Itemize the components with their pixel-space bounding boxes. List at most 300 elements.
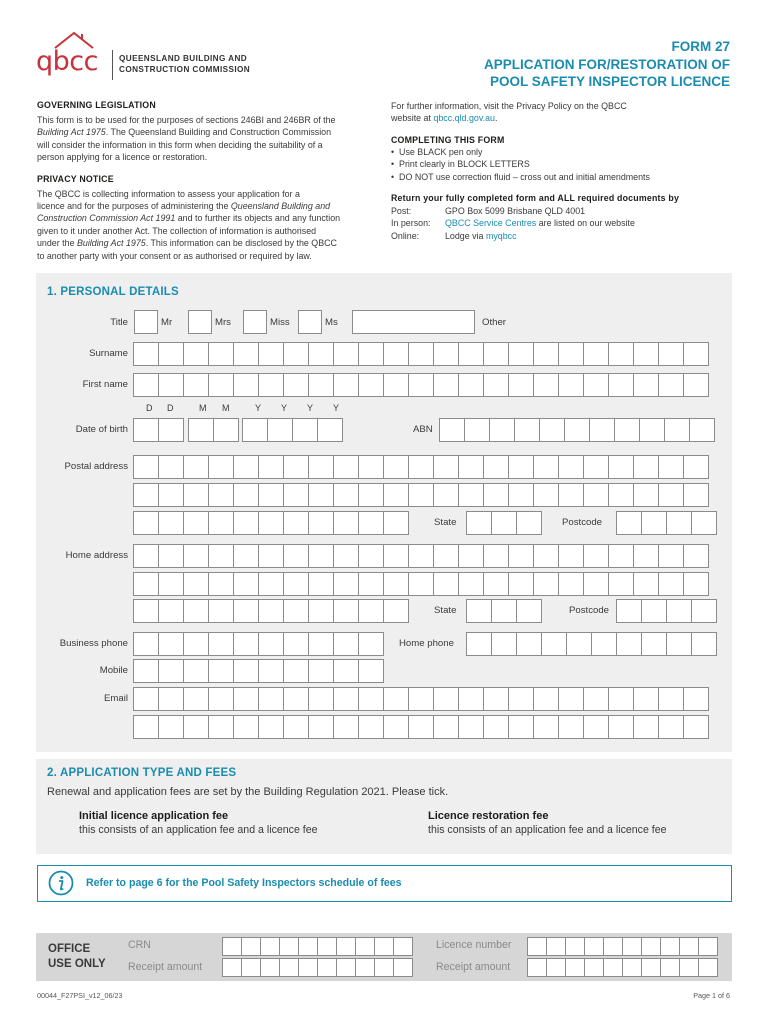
char-box[interactable] bbox=[333, 373, 359, 397]
char-box[interactable] bbox=[658, 572, 684, 596]
char-box[interactable] bbox=[308, 373, 334, 397]
char-box[interactable] bbox=[608, 342, 634, 366]
char-box[interactable] bbox=[458, 373, 484, 397]
char-box[interactable] bbox=[333, 659, 359, 683]
abn-input[interactable] bbox=[439, 418, 715, 442]
char-box[interactable] bbox=[466, 632, 492, 656]
char-box[interactable] bbox=[233, 373, 259, 397]
char-box[interactable] bbox=[608, 373, 634, 397]
char-box[interactable] bbox=[158, 659, 184, 683]
char-box[interactable] bbox=[208, 599, 234, 623]
char-box[interactable] bbox=[558, 687, 584, 711]
char-box[interactable] bbox=[133, 715, 159, 739]
char-box[interactable] bbox=[208, 687, 234, 711]
char-box[interactable] bbox=[383, 373, 409, 397]
char-box[interactable] bbox=[516, 511, 542, 535]
char-box[interactable] bbox=[616, 599, 642, 623]
char-box[interactable] bbox=[641, 632, 667, 656]
char-box[interactable] bbox=[233, 632, 259, 656]
char-box[interactable] bbox=[133, 511, 159, 535]
char-box[interactable] bbox=[658, 455, 684, 479]
char-box[interactable] bbox=[408, 544, 434, 568]
char-box[interactable] bbox=[658, 687, 684, 711]
char-box[interactable] bbox=[308, 687, 334, 711]
char-box[interactable] bbox=[533, 455, 559, 479]
char-box[interactable] bbox=[565, 937, 585, 956]
char-box[interactable] bbox=[546, 937, 566, 956]
title-ms-checkbox[interactable] bbox=[298, 310, 322, 334]
char-box[interactable] bbox=[183, 373, 209, 397]
char-box[interactable] bbox=[633, 373, 659, 397]
char-box[interactable] bbox=[533, 572, 559, 596]
char-box[interactable] bbox=[258, 572, 284, 596]
char-box[interactable] bbox=[258, 715, 284, 739]
char-box[interactable] bbox=[188, 418, 214, 442]
char-box[interactable] bbox=[158, 373, 184, 397]
char-box[interactable] bbox=[679, 958, 699, 977]
char-box[interactable] bbox=[158, 687, 184, 711]
char-box[interactable] bbox=[383, 572, 409, 596]
char-box[interactable] bbox=[583, 572, 609, 596]
char-box[interactable] bbox=[691, 599, 717, 623]
char-box[interactable] bbox=[158, 511, 184, 535]
char-box[interactable] bbox=[514, 418, 540, 442]
char-box[interactable] bbox=[458, 544, 484, 568]
dob-year-input[interactable] bbox=[242, 418, 343, 442]
char-box[interactable] bbox=[279, 937, 299, 956]
char-box[interactable] bbox=[633, 483, 659, 507]
char-box[interactable] bbox=[133, 483, 159, 507]
char-box[interactable] bbox=[260, 937, 280, 956]
first-name-input[interactable] bbox=[133, 373, 709, 397]
char-box[interactable] bbox=[333, 687, 359, 711]
char-box[interactable] bbox=[683, 483, 709, 507]
char-box[interactable] bbox=[183, 715, 209, 739]
char-box[interactable] bbox=[516, 599, 542, 623]
char-box[interactable] bbox=[308, 632, 334, 656]
char-box[interactable] bbox=[527, 958, 547, 977]
char-box[interactable] bbox=[233, 572, 259, 596]
char-box[interactable] bbox=[408, 342, 434, 366]
initial-fee-option[interactable] bbox=[79, 810, 318, 836]
char-box[interactable] bbox=[158, 483, 184, 507]
char-box[interactable] bbox=[283, 715, 309, 739]
char-box[interactable] bbox=[466, 599, 492, 623]
char-box[interactable] bbox=[283, 342, 309, 366]
char-box[interactable] bbox=[641, 599, 667, 623]
char-box[interactable] bbox=[641, 958, 661, 977]
char-box[interactable] bbox=[483, 715, 509, 739]
char-box[interactable] bbox=[233, 687, 259, 711]
char-box[interactable] bbox=[558, 572, 584, 596]
home-postcode-input[interactable] bbox=[616, 599, 717, 623]
char-box[interactable] bbox=[483, 373, 509, 397]
char-box[interactable] bbox=[267, 418, 293, 442]
char-box[interactable] bbox=[358, 632, 384, 656]
char-box[interactable] bbox=[283, 544, 309, 568]
qbcc-website-link[interactable]: qbcc.qld.gov.au bbox=[433, 113, 495, 124]
char-box[interactable] bbox=[308, 659, 334, 683]
char-box[interactable] bbox=[333, 342, 359, 366]
char-box[interactable] bbox=[558, 342, 584, 366]
char-box[interactable] bbox=[158, 632, 184, 656]
char-box[interactable] bbox=[233, 715, 259, 739]
email-input-line-1[interactable] bbox=[133, 687, 709, 711]
char-box[interactable] bbox=[333, 715, 359, 739]
char-box[interactable] bbox=[408, 687, 434, 711]
char-box[interactable] bbox=[183, 687, 209, 711]
char-box[interactable] bbox=[233, 455, 259, 479]
char-box[interactable] bbox=[458, 455, 484, 479]
char-box[interactable] bbox=[279, 958, 299, 977]
char-box[interactable] bbox=[633, 455, 659, 479]
char-box[interactable] bbox=[608, 687, 634, 711]
char-box[interactable] bbox=[283, 687, 309, 711]
char-box[interactable] bbox=[508, 342, 534, 366]
char-box[interactable] bbox=[483, 483, 509, 507]
char-box[interactable] bbox=[233, 544, 259, 568]
char-box[interactable] bbox=[658, 544, 684, 568]
title-miss-checkbox[interactable] bbox=[243, 310, 267, 334]
char-box[interactable] bbox=[383, 544, 409, 568]
char-box[interactable] bbox=[589, 418, 615, 442]
char-box[interactable] bbox=[208, 715, 234, 739]
char-box[interactable] bbox=[608, 715, 634, 739]
char-box[interactable] bbox=[292, 418, 318, 442]
char-box[interactable] bbox=[183, 599, 209, 623]
char-box[interactable] bbox=[564, 418, 590, 442]
char-box[interactable] bbox=[608, 572, 634, 596]
char-box[interactable] bbox=[641, 937, 661, 956]
char-box[interactable] bbox=[374, 958, 394, 977]
char-box[interactable] bbox=[374, 937, 394, 956]
char-box[interactable] bbox=[308, 511, 334, 535]
char-box[interactable] bbox=[558, 715, 584, 739]
char-box[interactable] bbox=[260, 958, 280, 977]
char-box[interactable] bbox=[433, 483, 459, 507]
char-box[interactable] bbox=[483, 342, 509, 366]
char-box[interactable] bbox=[683, 544, 709, 568]
char-box[interactable] bbox=[233, 342, 259, 366]
postal-state-input[interactable] bbox=[466, 511, 542, 535]
char-box[interactable] bbox=[333, 572, 359, 596]
char-box[interactable] bbox=[458, 715, 484, 739]
licence-number-input[interactable] bbox=[527, 937, 718, 956]
char-box[interactable] bbox=[208, 342, 234, 366]
char-box[interactable] bbox=[233, 483, 259, 507]
char-box[interactable] bbox=[358, 687, 384, 711]
char-box[interactable] bbox=[533, 342, 559, 366]
char-box[interactable] bbox=[622, 958, 642, 977]
char-box[interactable] bbox=[308, 572, 334, 596]
char-box[interactable] bbox=[633, 572, 659, 596]
char-box[interactable] bbox=[458, 572, 484, 596]
char-box[interactable] bbox=[183, 572, 209, 596]
char-box[interactable] bbox=[666, 599, 692, 623]
restoration-fee-option[interactable] bbox=[428, 810, 667, 836]
char-box[interactable] bbox=[408, 373, 434, 397]
crn-input[interactable] bbox=[222, 937, 413, 956]
char-box[interactable] bbox=[183, 483, 209, 507]
char-box[interactable] bbox=[527, 937, 547, 956]
char-box[interactable] bbox=[393, 937, 413, 956]
char-box[interactable] bbox=[283, 599, 309, 623]
char-box[interactable] bbox=[516, 632, 542, 656]
char-box[interactable] bbox=[158, 715, 184, 739]
char-box[interactable] bbox=[466, 511, 492, 535]
char-box[interactable] bbox=[158, 418, 184, 442]
postal-address-line-1[interactable] bbox=[133, 455, 709, 479]
char-box[interactable] bbox=[298, 958, 318, 977]
char-box[interactable] bbox=[584, 937, 604, 956]
char-box[interactable] bbox=[383, 342, 409, 366]
mobile-input[interactable] bbox=[133, 659, 384, 683]
char-box[interactable] bbox=[483, 455, 509, 479]
char-box[interactable] bbox=[683, 342, 709, 366]
char-box[interactable] bbox=[208, 511, 234, 535]
char-box[interactable] bbox=[433, 715, 459, 739]
char-box[interactable] bbox=[616, 511, 642, 535]
home-address-line-1[interactable] bbox=[133, 544, 709, 568]
char-box[interactable] bbox=[355, 937, 375, 956]
char-box[interactable] bbox=[558, 373, 584, 397]
char-box[interactable] bbox=[658, 483, 684, 507]
char-box[interactable] bbox=[158, 342, 184, 366]
dob-day-input[interactable] bbox=[133, 418, 184, 442]
char-box[interactable] bbox=[183, 632, 209, 656]
char-box[interactable] bbox=[508, 544, 534, 568]
char-box[interactable] bbox=[408, 715, 434, 739]
char-box[interactable] bbox=[483, 544, 509, 568]
char-box[interactable] bbox=[133, 632, 159, 656]
char-box[interactable] bbox=[283, 373, 309, 397]
postal-address-line-2[interactable] bbox=[133, 483, 709, 507]
char-box[interactable] bbox=[583, 544, 609, 568]
char-box[interactable] bbox=[355, 958, 375, 977]
char-box[interactable] bbox=[558, 455, 584, 479]
char-box[interactable] bbox=[660, 937, 680, 956]
char-box[interactable] bbox=[633, 715, 659, 739]
char-box[interactable] bbox=[566, 632, 592, 656]
char-box[interactable] bbox=[583, 373, 609, 397]
char-box[interactable] bbox=[383, 455, 409, 479]
char-box[interactable] bbox=[683, 687, 709, 711]
char-box[interactable] bbox=[491, 511, 517, 535]
title-mrs-checkbox[interactable] bbox=[188, 310, 212, 334]
char-box[interactable] bbox=[358, 373, 384, 397]
dob-month-input[interactable] bbox=[188, 418, 239, 442]
home-address-line-3[interactable] bbox=[133, 599, 409, 623]
char-box[interactable] bbox=[603, 937, 623, 956]
char-box[interactable] bbox=[258, 373, 284, 397]
char-box[interactable] bbox=[608, 544, 634, 568]
char-box[interactable] bbox=[133, 599, 159, 623]
char-box[interactable] bbox=[183, 544, 209, 568]
char-box[interactable] bbox=[183, 511, 209, 535]
char-box[interactable] bbox=[683, 373, 709, 397]
char-box[interactable] bbox=[333, 483, 359, 507]
char-box[interactable] bbox=[317, 937, 337, 956]
char-box[interactable] bbox=[258, 599, 284, 623]
char-box[interactable] bbox=[133, 687, 159, 711]
char-box[interactable] bbox=[533, 687, 559, 711]
char-box[interactable] bbox=[533, 544, 559, 568]
char-box[interactable] bbox=[308, 455, 334, 479]
char-box[interactable] bbox=[133, 544, 159, 568]
email-input-line-2[interactable] bbox=[133, 715, 709, 739]
char-box[interactable] bbox=[242, 418, 268, 442]
char-box[interactable] bbox=[383, 483, 409, 507]
char-box[interactable] bbox=[489, 418, 515, 442]
char-box[interactable] bbox=[358, 483, 384, 507]
home-state-input[interactable] bbox=[466, 599, 542, 623]
char-box[interactable] bbox=[358, 659, 384, 683]
char-box[interactable] bbox=[679, 937, 699, 956]
receipt-amount-input-2[interactable] bbox=[527, 958, 718, 977]
char-box[interactable] bbox=[333, 632, 359, 656]
char-box[interactable] bbox=[336, 937, 356, 956]
char-box[interactable] bbox=[533, 483, 559, 507]
char-box[interactable] bbox=[603, 958, 623, 977]
char-box[interactable] bbox=[208, 572, 234, 596]
char-box[interactable] bbox=[608, 483, 634, 507]
char-box[interactable] bbox=[658, 373, 684, 397]
postal-address-line-3[interactable] bbox=[133, 511, 409, 535]
char-box[interactable] bbox=[558, 483, 584, 507]
char-box[interactable] bbox=[258, 544, 284, 568]
char-box[interactable] bbox=[565, 958, 585, 977]
char-box[interactable] bbox=[583, 483, 609, 507]
char-box[interactable] bbox=[333, 511, 359, 535]
char-box[interactable] bbox=[208, 455, 234, 479]
char-box[interactable] bbox=[508, 455, 534, 479]
char-box[interactable] bbox=[222, 958, 242, 977]
char-box[interactable] bbox=[666, 632, 692, 656]
char-box[interactable] bbox=[539, 418, 565, 442]
char-box[interactable] bbox=[591, 632, 617, 656]
char-box[interactable] bbox=[241, 937, 261, 956]
char-box[interactable] bbox=[358, 715, 384, 739]
char-box[interactable] bbox=[439, 418, 465, 442]
char-box[interactable] bbox=[333, 599, 359, 623]
char-box[interactable] bbox=[433, 373, 459, 397]
char-box[interactable] bbox=[691, 511, 717, 535]
service-centres-link[interactable]: QBCC Service Centres bbox=[445, 218, 537, 229]
char-box[interactable] bbox=[393, 958, 413, 977]
char-box[interactable] bbox=[633, 342, 659, 366]
char-box[interactable] bbox=[158, 572, 184, 596]
char-box[interactable] bbox=[433, 342, 459, 366]
char-box[interactable] bbox=[133, 342, 159, 366]
char-box[interactable] bbox=[558, 544, 584, 568]
char-box[interactable] bbox=[283, 572, 309, 596]
char-box[interactable] bbox=[584, 958, 604, 977]
char-box[interactable] bbox=[633, 544, 659, 568]
char-box[interactable] bbox=[508, 715, 534, 739]
char-box[interactable] bbox=[546, 958, 566, 977]
char-box[interactable] bbox=[458, 342, 484, 366]
char-box[interactable] bbox=[258, 342, 284, 366]
char-box[interactable] bbox=[158, 599, 184, 623]
title-mr-checkbox[interactable] bbox=[134, 310, 158, 334]
char-box[interactable] bbox=[358, 455, 384, 479]
char-box[interactable] bbox=[583, 715, 609, 739]
char-box[interactable] bbox=[616, 632, 642, 656]
char-box[interactable] bbox=[308, 544, 334, 568]
char-box[interactable] bbox=[408, 572, 434, 596]
char-box[interactable] bbox=[358, 599, 384, 623]
char-box[interactable] bbox=[383, 715, 409, 739]
char-box[interactable] bbox=[464, 418, 490, 442]
char-box[interactable] bbox=[458, 687, 484, 711]
char-box[interactable] bbox=[133, 572, 159, 596]
char-box[interactable] bbox=[283, 483, 309, 507]
char-box[interactable] bbox=[233, 511, 259, 535]
char-box[interactable] bbox=[241, 958, 261, 977]
char-box[interactable] bbox=[283, 455, 309, 479]
char-box[interactable] bbox=[317, 418, 343, 442]
char-box[interactable] bbox=[691, 632, 717, 656]
char-box[interactable] bbox=[433, 687, 459, 711]
char-box[interactable] bbox=[433, 544, 459, 568]
char-box[interactable] bbox=[133, 373, 159, 397]
char-box[interactable] bbox=[308, 715, 334, 739]
title-other-field[interactable] bbox=[352, 310, 475, 334]
char-box[interactable] bbox=[639, 418, 665, 442]
char-box[interactable] bbox=[317, 958, 337, 977]
myqbcc-link[interactable]: myqbcc bbox=[485, 230, 517, 241]
char-box[interactable] bbox=[333, 544, 359, 568]
char-box[interactable] bbox=[133, 455, 159, 479]
char-box[interactable] bbox=[208, 659, 234, 683]
char-box[interactable] bbox=[583, 687, 609, 711]
char-box[interactable] bbox=[258, 483, 284, 507]
char-box[interactable] bbox=[689, 418, 715, 442]
char-box[interactable] bbox=[333, 455, 359, 479]
char-box[interactable] bbox=[283, 632, 309, 656]
char-box[interactable] bbox=[683, 455, 709, 479]
char-box[interactable] bbox=[208, 544, 234, 568]
char-box[interactable] bbox=[508, 572, 534, 596]
char-box[interactable] bbox=[541, 632, 567, 656]
char-box[interactable] bbox=[183, 659, 209, 683]
char-box[interactable] bbox=[222, 937, 242, 956]
char-box[interactable] bbox=[408, 483, 434, 507]
char-box[interactable] bbox=[358, 544, 384, 568]
char-box[interactable] bbox=[336, 958, 356, 977]
char-box[interactable] bbox=[491, 632, 517, 656]
char-box[interactable] bbox=[383, 511, 409, 535]
home-address-line-2[interactable] bbox=[133, 572, 709, 596]
char-box[interactable] bbox=[664, 418, 690, 442]
char-box[interactable] bbox=[233, 659, 259, 683]
char-box[interactable] bbox=[358, 511, 384, 535]
char-box[interactable] bbox=[583, 455, 609, 479]
char-box[interactable] bbox=[133, 418, 159, 442]
char-box[interactable] bbox=[483, 687, 509, 711]
char-box[interactable] bbox=[383, 599, 409, 623]
char-box[interactable] bbox=[433, 572, 459, 596]
char-box[interactable] bbox=[458, 483, 484, 507]
char-box[interactable] bbox=[233, 599, 259, 623]
char-box[interactable] bbox=[698, 937, 718, 956]
char-box[interactable] bbox=[408, 455, 434, 479]
char-box[interactable] bbox=[658, 342, 684, 366]
char-box[interactable] bbox=[258, 687, 284, 711]
receipt-amount-input[interactable] bbox=[222, 958, 413, 977]
char-box[interactable] bbox=[258, 455, 284, 479]
char-box[interactable] bbox=[183, 342, 209, 366]
